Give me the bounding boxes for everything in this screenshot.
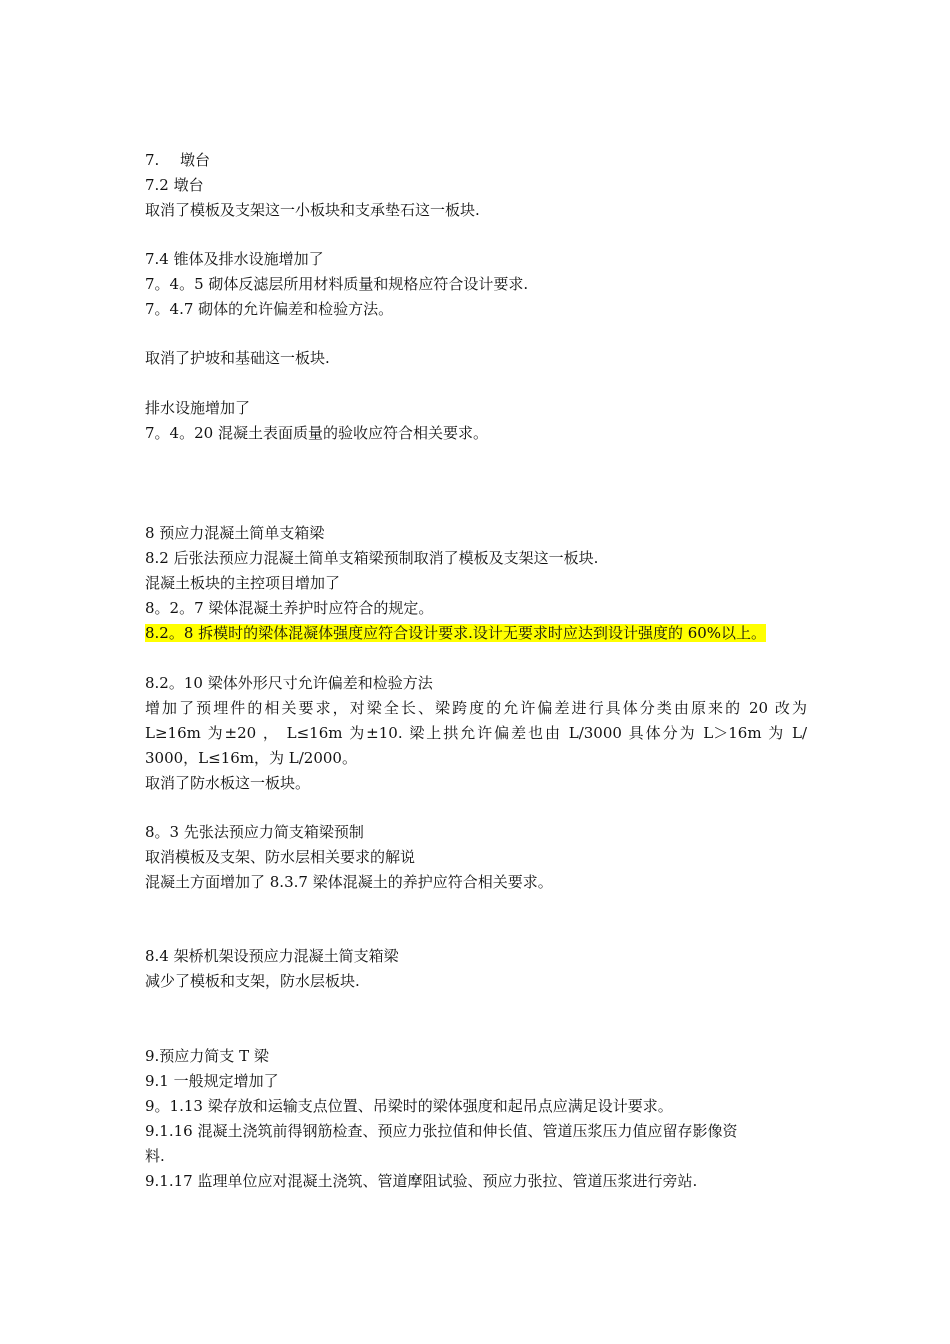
item-7-4-5: 7。4。5 砌体反滤层所用材料质量和规格应符合设计要求. [145,275,529,293]
section-8-4-line-1: 减少了模板和支架，防水层板块. [145,972,360,990]
item-9-1-16-line-2: 料. [145,1147,165,1165]
highlighted-text: 8.2。8 拆模时的梁体混凝体强度应符合设计要求.设计无要求时应达到设计强度的 60%以上。 [145,624,767,642]
item-8-2-10-line-2: L≥16m 为±20 ， L≤16m 为±10. 梁上拱允许偏差也由 L/3000 具体分为 L＞16m 为 L/ [145,724,807,742]
item-9-1-13: 9。1.13 梁存放和运输支点位置、吊梁时的梁体强度和起吊点应满足设计要求。 [145,1097,673,1115]
item-7-4-7: 7。4.7 砌体的允许偏差和检验方法。 [145,300,394,318]
section-7-2-heading: 7.2 墩台 [145,176,204,194]
item-8-2-10-line-1: 增加了预埋件的相关要求，对梁全长、梁跨度的允许偏差进行具体分类由原来的 20 改为 [145,699,807,717]
item-7-4-20: 7。4。20 混凝土表面质量的验收应符合相关要求。 [145,424,488,442]
section-7-2-desc: 取消了模板及支架这一小板块和支承垫石这一板块. [145,201,480,219]
section-8-3-line-2: 混凝土方面增加了 8.3.7 梁体混凝土的养护应符合相关要求。 [145,873,553,891]
section-7-drainage: 排水设施增加了 [145,399,251,417]
section-7-4-heading: 7.4 锥体及排水设施增加了 [145,250,324,268]
section-9-1-heading: 9.1 一般规定增加了 [145,1072,279,1090]
section-9-heading: 9.预应力简支 T 梁 [145,1047,269,1065]
section-8-4-heading: 8.4 架桥机架设预应力混凝土简支箱梁 [145,947,399,965]
item-9-1-16-line-1: 9.1.16 混凝土浇筑前得钢筋检查、预应力张拉值和伸长值、管道压浆压力值应留存影像资 [145,1122,738,1140]
item-8-2-7: 8。2。7 梁体混凝土养护时应符合的规定。 [145,599,434,617]
section-8-3-line-1: 取消模板及支架、防水层相关要求的解说 [145,848,416,866]
section-7-cancel: 取消了护坡和基础这一板块. [145,349,330,367]
item-8-2-10-line-3: 3000，L≤16m，为 L/2000。 [145,749,357,767]
section-7-title: 墩台 [180,151,211,169]
item-9-1-17: 9.1.17 监理单位应对混凝土浇筑、管道摩阻试验、预应力张拉、管道压浆进行旁站. [145,1172,698,1190]
section-8-3-heading: 8。3 先张法预应力简支箱梁预制 [145,823,364,841]
item-8-2-8 [145,623,766,643]
item-8-2-10: 8.2。10 梁体外形尺寸允许偏差和检验方法 [145,674,433,692]
section-7-heading [145,150,210,170]
section-8-heading: 8 预应力混凝土简单支箱梁 [145,524,325,542]
section-8-2-add: 混凝土板块的主控项目增加了 [145,574,341,592]
section-8-2-cancel: 取消了防水板这一板块。 [145,774,311,792]
section-7-number: 7. [145,151,160,169]
section-8-2-heading: 8.2 后张法预应力混凝土简单支箱梁预制取消了模板及支架这一板块. [145,549,599,567]
